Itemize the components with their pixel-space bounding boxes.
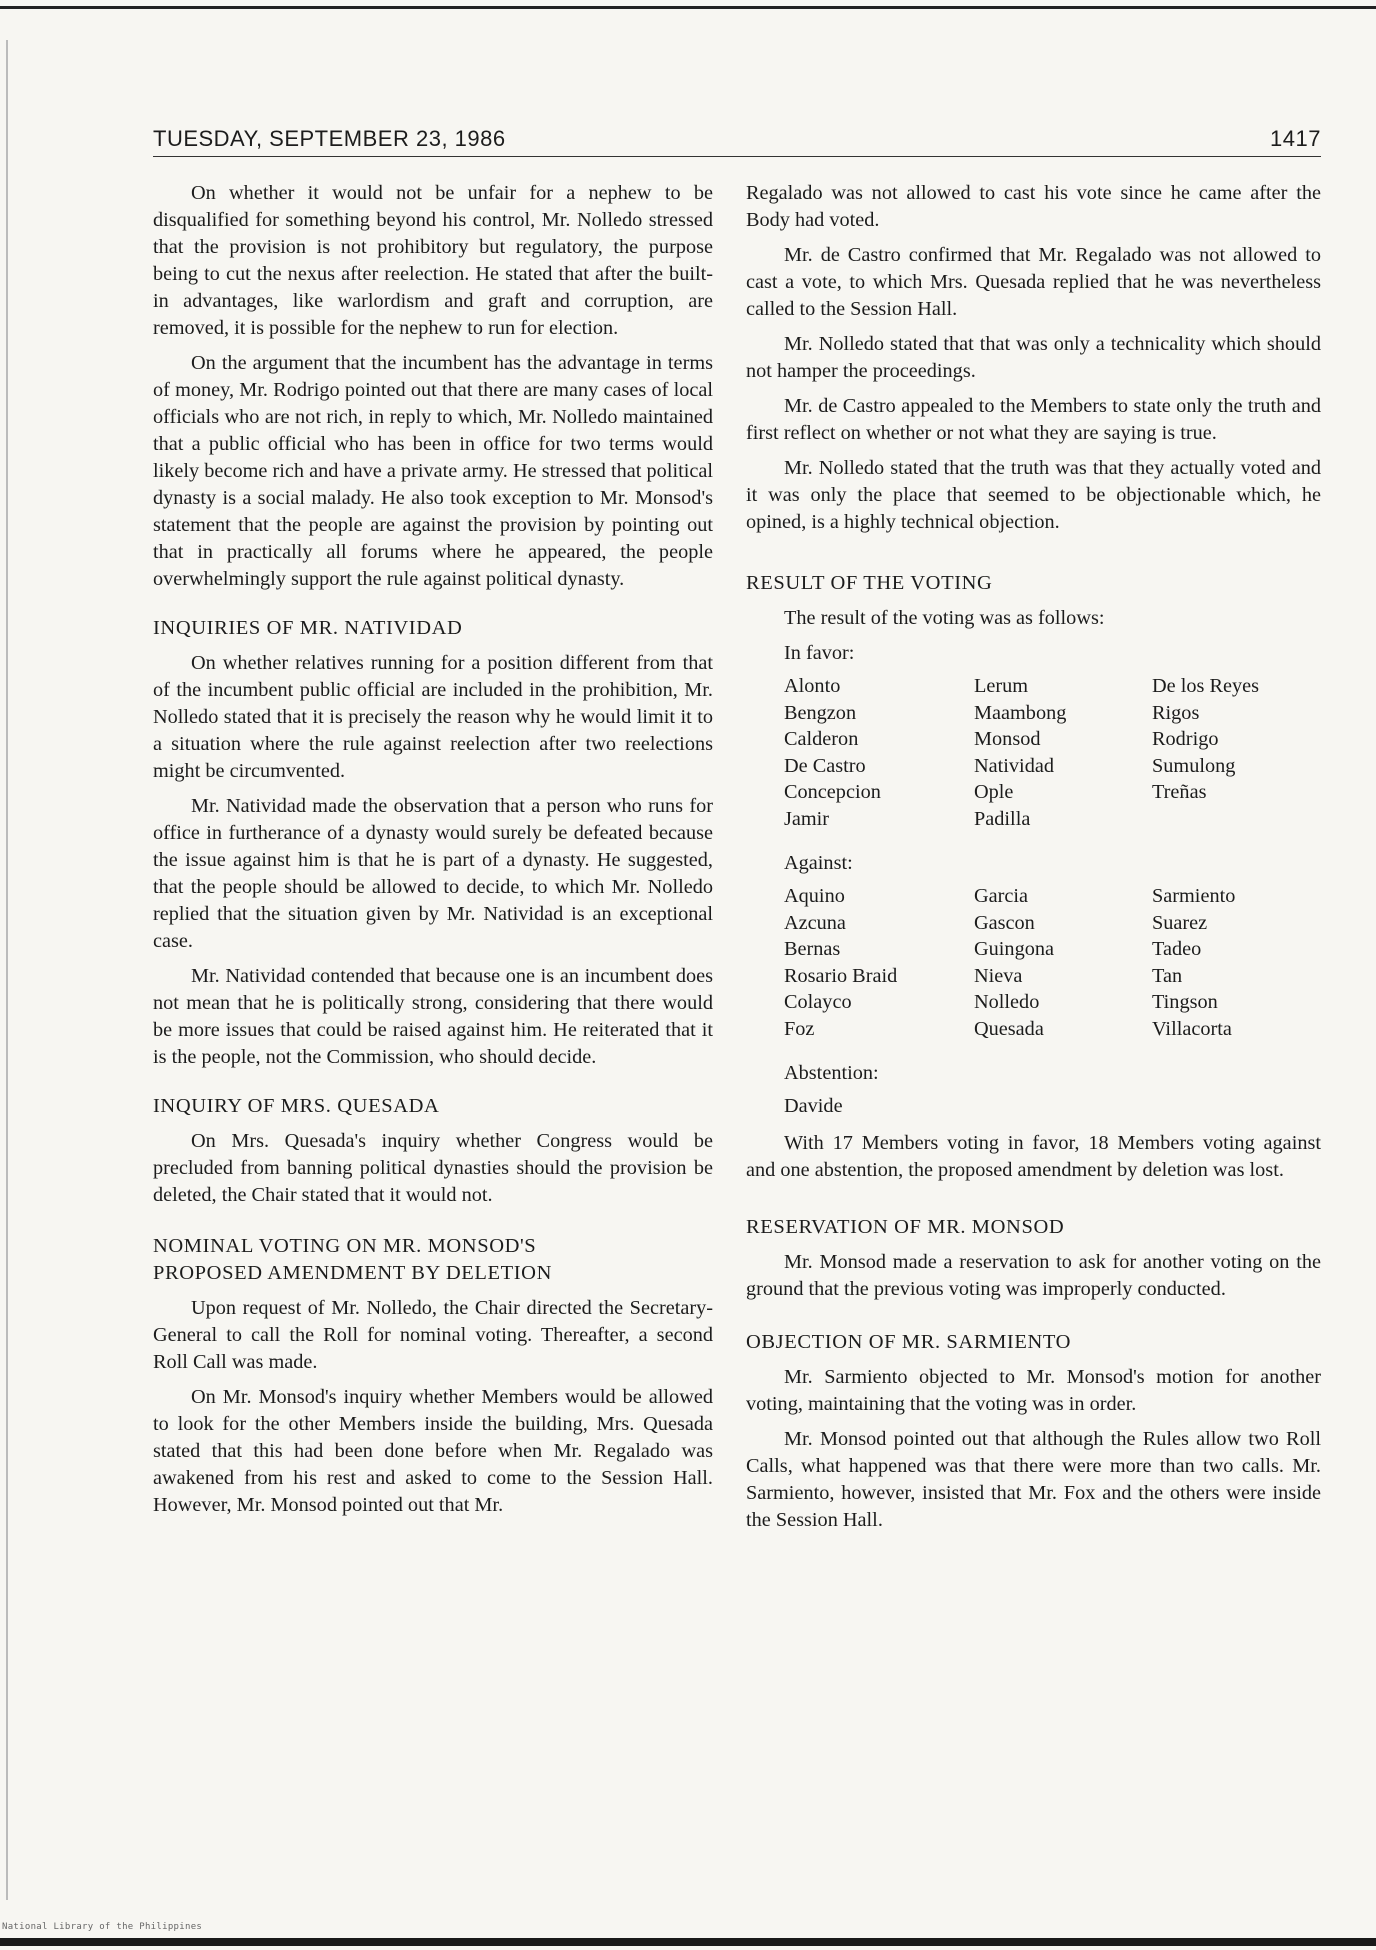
member-name: Natividad <box>974 754 1054 777</box>
page-number: 1417 <box>1270 126 1321 151</box>
paragraph: With 17 Members voting in favor, 18 Members voting against and one abstention, the proposed amendment by deletion was lost. <box>746 1131 1321 1181</box>
section-heading-result: RESULT OF THE VOTING <box>746 572 993 594</box>
member-name: Maambong <box>974 701 1067 724</box>
member-name: Aquino <box>784 885 845 907</box>
page-header <box>153 126 1321 152</box>
member-name: Garcia <box>974 885 1029 907</box>
member-name: Rigos <box>1152 701 1200 724</box>
member-name: Gascon <box>974 911 1035 934</box>
member-name: Jamir <box>784 807 830 830</box>
page-edge <box>6 40 8 1900</box>
bottom-rule <box>0 1938 1376 1946</box>
paragraph: On Mr. Monsod's inquiry whether Members would be allowed to look for the other Members inside the building, Mrs. Quesada stated that this had been done before when Mr. Regalado was awakened from his rest and asked to come to the Session Hall. However, Mr. Monsod pointed out that Mr. <box>153 1386 713 1516</box>
member-name: Davide <box>784 1095 843 1117</box>
against-label: Against: <box>784 852 853 874</box>
paragraph: Regalado was not allowed to cast his vote since he came after the Body had voted. <box>746 182 1321 231</box>
member-name: Treñas <box>1152 781 1207 803</box>
section-heading-natividad: INQUIRIES OF MR. NATIVIDAD <box>153 617 463 639</box>
top-rule <box>0 6 1376 9</box>
member-name: Guingona <box>974 938 1054 960</box>
member-name: Sarmiento <box>1152 885 1236 907</box>
right-column <box>746 180 1321 1542</box>
paragraph: Mr. Nolledo stated that the truth was that they actually voted and it was only the place that seemed to be objectionable which, he opined, is a highly technical objection. <box>746 457 1321 533</box>
member-name: Alonto <box>784 675 841 697</box>
paragraph: On the argument that the incumbent has the advantage in terms of money, Mr. Rodrigo pointed out that there are many cases of local officials who are not rich, in reply to which, Mr. Nolledo maintained that a public official who has been in office for two terms would likely become rich and have a private army. He stressed that political dynasty is a social malady. He also took exception to Mr. Monsod's statement that the people are against the provision by pointing out that in practically all forums where he appeared, the people overwhelmingly support the rule against political dynasty. <box>153 352 713 590</box>
left-column <box>153 180 713 1527</box>
member-name: Concepcion <box>784 781 881 803</box>
paragraph: Mr. Monsod made a reservation to ask for another voting on the ground that the previous voting was improperly conducted. <box>746 1250 1321 1300</box>
heading-line: PROPOSED AMENDMENT BY DELETION <box>153 1262 552 1284</box>
paragraph: Mr. Natividad made the observation that a person who runs for office in furtherance of a dynasty would surely be defeated because the issue against him is that he is part of a dynasty. He suggested, that the people should be allowed to decide, to which Mr. Nolledo replied that the situation given by Mr. Natividad is an exceptional case. <box>153 795 713 952</box>
member-name: Rodrigo <box>1152 728 1219 750</box>
paragraph: Mr. Monsod pointed out that although the Rules allow two Roll Calls, what happened was that there were more than two calls. Mr. Sarmiento, however, insisted that Mr. Fox and the others were inside the Session Hall. <box>746 1427 1321 1531</box>
member-name: Padilla <box>974 807 1031 830</box>
member-name: Nolledo <box>974 991 1040 1013</box>
member-name: Sumulong <box>1152 754 1236 777</box>
header-date: TUESDAY, SEPTEMBER 23, 1986 <box>153 126 506 151</box>
section-heading-sarmiento: OBJECTION OF MR. SARMIENTO <box>746 1330 1072 1353</box>
paragraph: On whether relatives running for a position different from that of the incumbent public official are included in the prohibition, Mr. Nolledo stated that it is precisely the reason why he would limit it to a situation where the rule against reelection after two reelections might be circumvented. <box>153 652 713 782</box>
member-name: Tingson <box>1152 991 1218 1013</box>
paragraph: On whether it would not be unfair for a nephew to be disqualified for something beyond his control, Mr. Nolledo stressed that the provision is not prohibitory but regulatory, the purpose being to cut the nexus after reelection. He stated that after the built-in advantages, like warlordism and graft and corruption, are removed, it is possible for the nephew to run for election. <box>153 182 713 339</box>
paragraph: Mr. de Castro confirmed that Mr. Regalado was not allowed to cast a vote, to which Mrs. Quesada replied that he was nevertheless called to the Session Hall. <box>746 244 1321 320</box>
member-name: Colayco <box>784 991 852 1013</box>
member-name: Tan <box>1152 964 1183 987</box>
paragraph: Mr. Sarmiento objected to Mr. Monsod's motion for another voting, maintaining that the voting was in order. <box>746 1365 1321 1415</box>
paragraph: Mr. de Castro appealed to the Members to state only the truth and first reflect on whether or not what they are saying is true. <box>746 395 1321 444</box>
paragraph: Upon request of Mr. Nolledo, the Chair directed the Secretary-General to call the Roll for nominal voting. Thereafter, a second Roll Call was made. <box>153 1297 713 1373</box>
heading-line: NOMINAL VOTING ON MR. MONSOD'S <box>153 1235 537 1257</box>
abstention-list <box>784 1093 1321 1120</box>
member-name: Nieva <box>974 964 1023 987</box>
member-name: Calderon <box>784 728 859 750</box>
abstention-label: Abstention: <box>784 1062 879 1084</box>
member-name: Ople <box>974 781 1014 803</box>
section-heading-nominal-voting <box>153 1233 713 1287</box>
member-name: Bernas <box>784 938 841 960</box>
member-name: Bengzon <box>784 701 857 724</box>
section-heading-quesada: INQUIRY OF MRS. QUESADA <box>153 1095 440 1117</box>
member-name: Quesada <box>974 1017 1044 1040</box>
in-favor-label: In favor: <box>784 642 855 664</box>
member-name: Azcuna <box>784 911 846 934</box>
member-name: Monsod <box>974 728 1041 750</box>
paragraph: The result of the voting was as follows: <box>784 607 1105 629</box>
member-name: Rosario Braid <box>784 964 898 987</box>
in-favor-list <box>784 673 1321 832</box>
member-name: Villacorta <box>1152 1017 1232 1040</box>
library-stamp: National Library of the Philippines <box>2 1922 203 1932</box>
paragraph: On Mrs. Quesada's inquiry whether Congress would be precluded from banning political dynasties should the provision be deleted, the Chair stated that it would not. <box>153 1130 713 1206</box>
member-name: De los Reyes <box>1152 675 1260 697</box>
paragraph: Mr. Natividad contended that because one is an incumbent does not mean that he is politically strong, considering that there would be more issues that could be raised against him. He reiterated that it is the people, not the Commission, who should decide. <box>153 965 713 1068</box>
against-list <box>784 883 1321 1042</box>
section-heading-monsod: RESERVATION OF MR. MONSOD <box>746 1215 1065 1238</box>
member-name: De Castro <box>784 754 866 777</box>
header-rule <box>153 156 1321 157</box>
member-name: Foz <box>784 1017 815 1040</box>
member-name: Suarez <box>1152 911 1208 934</box>
member-name: Tadeo <box>1152 938 1202 960</box>
member-name: Lerum <box>974 675 1029 697</box>
paragraph: Mr. Nolledo stated that that was only a technicality which should not hamper the proceedings. <box>746 333 1321 382</box>
